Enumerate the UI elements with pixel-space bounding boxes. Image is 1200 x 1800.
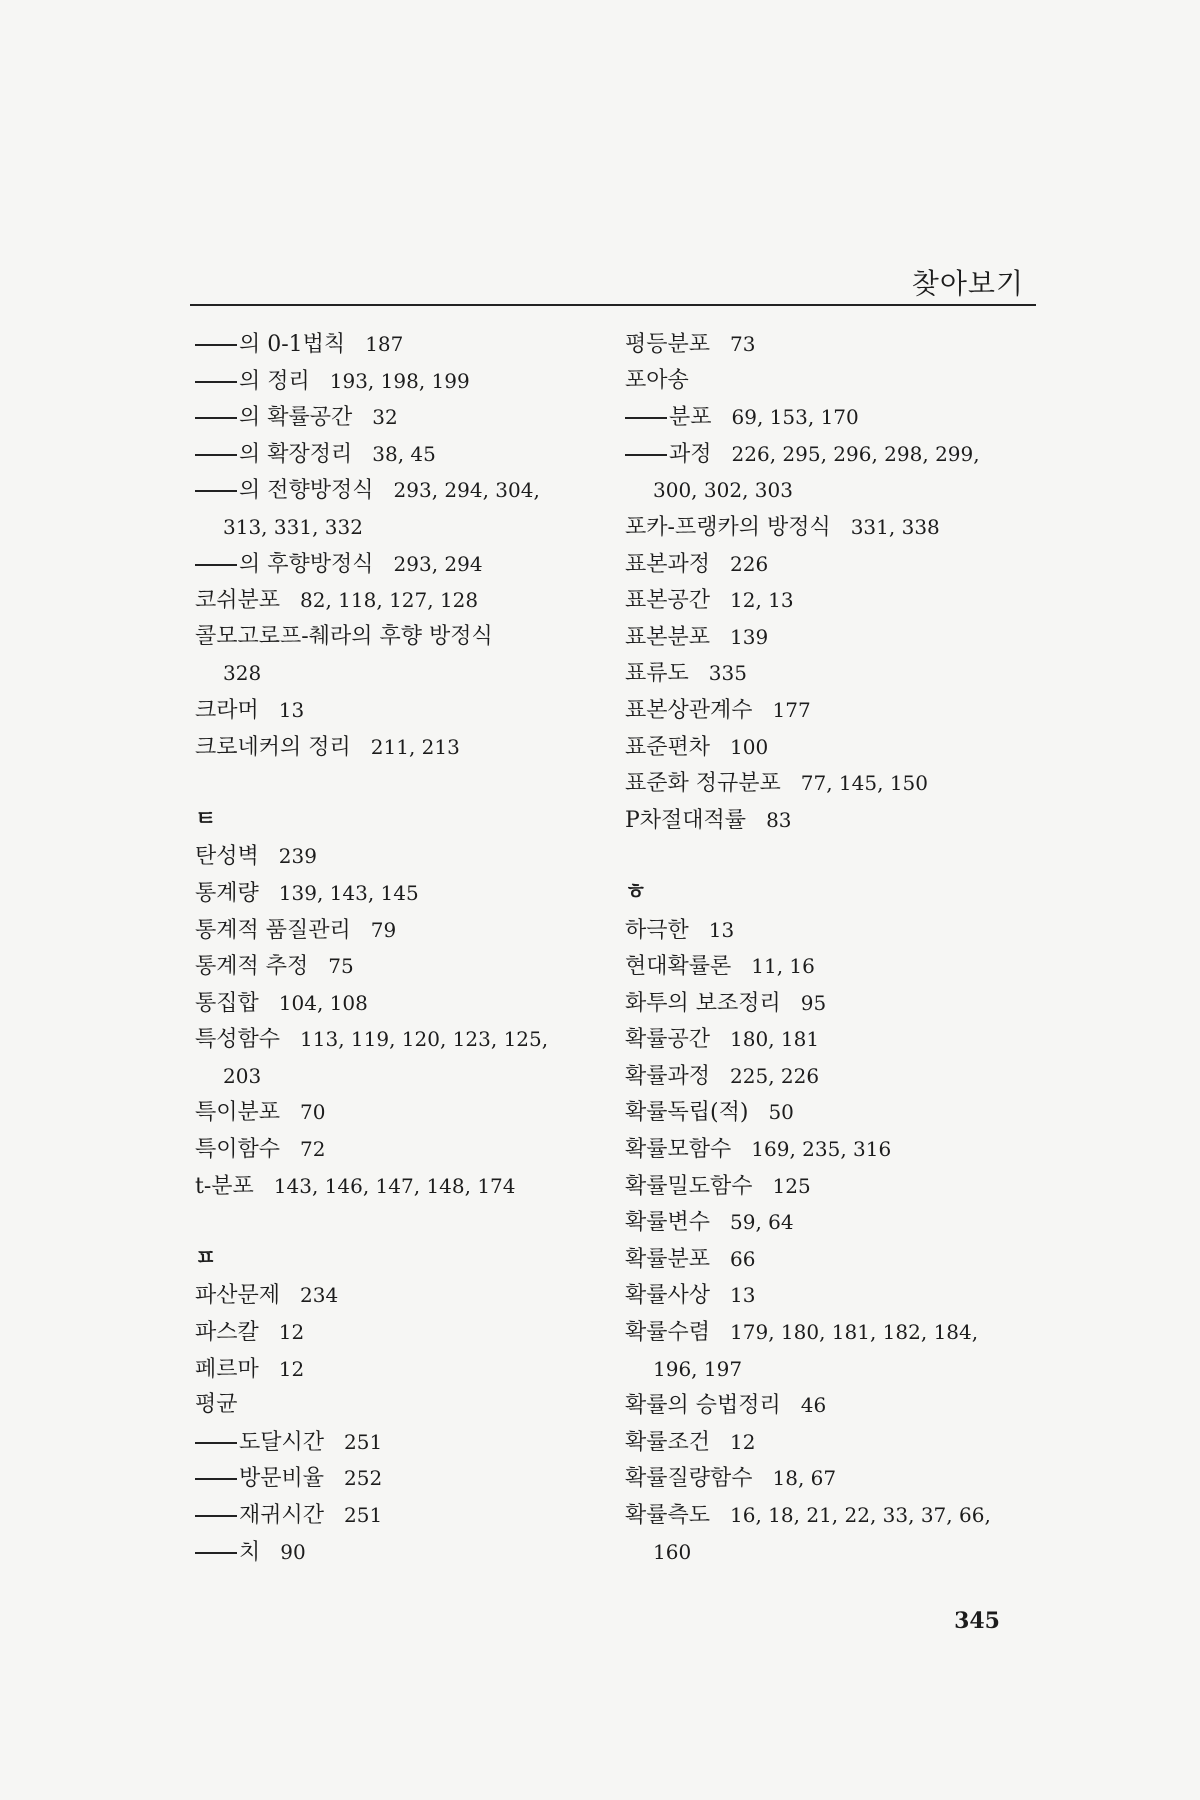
- index-term: 통계량: [195, 880, 259, 906]
- index-term: 의 확장정리: [239, 441, 353, 467]
- index-entry: [625, 399, 1035, 436]
- index-entry: [625, 1094, 1035, 1131]
- index-term: 코쉬분포: [195, 588, 281, 614]
- index-page-refs: 75: [328, 954, 354, 979]
- index-entry: [625, 1021, 1035, 1058]
- index-entry: [625, 765, 1035, 802]
- ditto-dash: [625, 454, 667, 456]
- ditto-dash: [195, 1515, 237, 1517]
- index-page-refs: 38, 45: [372, 441, 436, 466]
- index-page-refs: 335: [708, 661, 747, 686]
- index-page-refs: 179, 180, 181, 182, 184,: [730, 1320, 979, 1345]
- index-page-refs: 73: [730, 332, 756, 356]
- index-page-refs: 113, 119, 120, 123, 125,: [300, 1027, 549, 1052]
- index-term: 파스칼: [195, 1320, 259, 1346]
- index-page-refs: 251: [344, 1503, 383, 1527]
- index-entry-continuation: [625, 472, 1035, 509]
- index-term: 콜모고로프-췌라의 후향 방정식: [195, 623, 493, 649]
- index-page-refs: 139: [730, 624, 769, 649]
- index-term: 포아송: [625, 367, 689, 393]
- index-page-refs: 13: [730, 1283, 756, 1308]
- index-entry: [625, 802, 1035, 839]
- index-page-refs: 70: [300, 1100, 326, 1125]
- index-entry: [625, 1387, 1035, 1424]
- index-entry: [195, 1497, 605, 1534]
- index-entry: [625, 912, 1035, 949]
- index-page-refs: 234: [300, 1283, 339, 1308]
- index-page-refs: 104, 108: [278, 990, 368, 1015]
- index-entry: [625, 363, 1035, 400]
- index-term: 표본상관계수: [625, 697, 753, 723]
- index-entry: [195, 436, 605, 473]
- index-page-refs: 139, 143, 145: [278, 880, 419, 905]
- index-term: 탄성벽: [195, 844, 259, 870]
- index-term: 확률모함수: [625, 1137, 732, 1163]
- index-term: 방문비율: [239, 1466, 325, 1492]
- index-spacer: [625, 838, 1035, 875]
- index-entry: [625, 1460, 1035, 1497]
- index-entry-continuation: [195, 1058, 605, 1095]
- index-entry: [625, 692, 1035, 729]
- index-section-heading: ㅌ: [195, 806, 217, 832]
- index-entry-continuation: [195, 655, 605, 692]
- index-term: 표본공간: [625, 588, 711, 614]
- ditto-dash: [195, 344, 237, 346]
- index-page-refs: 143, 146, 147, 148, 174: [273, 1173, 516, 1198]
- index-term: 크라머: [195, 697, 259, 723]
- index-page-refs: 180, 181: [730, 1027, 820, 1052]
- header-rule: [190, 304, 1036, 306]
- index-entry: [625, 582, 1035, 619]
- index-term: 확률밀도함수: [625, 1173, 753, 1199]
- index-term: 확률공간: [625, 1027, 711, 1053]
- index-page-refs: 177: [772, 697, 811, 722]
- index-term: 확률과정: [625, 1063, 711, 1089]
- index-term: 특성함수: [195, 1027, 281, 1053]
- index-page-refs: 95: [800, 990, 827, 1015]
- index-entry: [195, 1387, 605, 1424]
- index-page-refs: 203: [223, 1063, 262, 1088]
- index-term: 치: [239, 1539, 261, 1565]
- index-page-refs: 18, 67: [772, 1466, 837, 1491]
- index-term: 통계적 품질관리: [195, 917, 351, 943]
- index-term: 의 후향방정식: [239, 551, 374, 577]
- index-entry: [625, 655, 1035, 692]
- index-entry: [625, 1168, 1035, 1205]
- ditto-dash: [195, 381, 237, 383]
- index-page-refs: 50: [768, 1100, 794, 1125]
- index-entry: [195, 399, 605, 436]
- index-entry-continuation: [625, 1351, 1035, 1388]
- index-term: 포카-프랭카의 방정식: [625, 514, 831, 540]
- index-page-refs: 69, 153, 170: [731, 405, 859, 430]
- index-term: 의 전향방정식: [239, 478, 374, 504]
- index-page-refs: 90: [280, 1539, 306, 1564]
- index-entry: [195, 1168, 605, 1205]
- index-spacer: [195, 765, 605, 802]
- index-entry: [625, 1277, 1035, 1314]
- index-entry: [195, 582, 605, 619]
- index-entry-continuation: [625, 1534, 1035, 1571]
- index-entry: [195, 1021, 605, 1058]
- index-term: 확률질량함수: [625, 1466, 753, 1492]
- index-entry: [195, 692, 605, 729]
- index-term: 특이함수: [195, 1137, 281, 1163]
- index-entry: [625, 1204, 1035, 1241]
- index-entry: [625, 1314, 1035, 1351]
- index-page-refs: 226: [730, 551, 769, 576]
- index-term: 확률변수: [625, 1210, 711, 1236]
- index-page-refs: 193, 198, 199: [329, 368, 470, 393]
- index-term: 평균: [195, 1392, 238, 1418]
- index-entry: [625, 985, 1035, 1022]
- index-entry-continuation: [195, 509, 605, 546]
- index-entry: [625, 546, 1035, 583]
- index-entry: [625, 1131, 1035, 1168]
- index-entry: [625, 1241, 1035, 1278]
- index-page-refs: 79: [370, 917, 397, 942]
- index-term: 의 0-1법칙: [239, 332, 346, 357]
- index-entry: [195, 948, 605, 985]
- index-page-refs: 211, 213: [370, 734, 460, 759]
- index-page-refs: 328: [223, 661, 262, 686]
- index-page-refs: 331, 338: [850, 514, 940, 539]
- index-term: 통집합: [195, 990, 259, 1016]
- running-header: 찾아보기: [911, 267, 1024, 300]
- ditto-dash: [195, 1552, 237, 1554]
- ditto-dash: [625, 417, 667, 419]
- index-page-refs: 100: [730, 734, 769, 759]
- index-page-refs: 239: [278, 844, 317, 869]
- index-entry: [195, 838, 605, 875]
- index-page-refs: 160: [653, 1539, 692, 1564]
- index-page-refs: 251: [344, 1429, 383, 1454]
- index-page-refs: 83: [766, 807, 792, 832]
- index-page-refs: 32: [372, 405, 398, 430]
- index-page-refs: 66: [730, 1246, 756, 1271]
- index-page-refs: 12: [278, 1356, 305, 1381]
- index-page-refs: 226, 295, 296, 298, 299,: [731, 441, 980, 466]
- index-page-refs: 11, 16: [751, 954, 815, 979]
- index-term: 확률수렴: [625, 1320, 711, 1346]
- index-column-right: [625, 326, 1035, 1570]
- index-page-refs: 169, 235, 316: [751, 1137, 892, 1162]
- index-term: 확률측도: [625, 1503, 711, 1528]
- index-entry: [195, 1131, 605, 1168]
- index-term: 의 확률공간: [239, 405, 353, 431]
- index-term: 확률독립(적): [625, 1100, 749, 1126]
- index-entry: [195, 1314, 605, 1351]
- index-page-refs: 225, 226: [730, 1063, 820, 1088]
- index-entry: [625, 436, 1035, 473]
- index-entry: [195, 546, 605, 583]
- index-term: 파산문제: [195, 1283, 281, 1309]
- index-entry: [195, 1424, 605, 1461]
- ditto-dash: [195, 1478, 237, 1480]
- index-entry: [625, 1497, 1035, 1534]
- index-entry: [195, 729, 605, 766]
- index-column-left: [195, 326, 605, 1570]
- index-page-refs: 72: [300, 1137, 326, 1162]
- index-term: 화투의 보조정리: [625, 990, 781, 1016]
- index-term: P차절대적률: [625, 807, 747, 833]
- index-term: 크로네커의 정리: [195, 734, 351, 760]
- index-term: 의 정리: [239, 368, 310, 394]
- index-entry: [195, 875, 605, 912]
- index-page-refs: 125: [772, 1173, 811, 1198]
- index-term: 표준화 정규분포: [625, 771, 781, 797]
- index-entry: [195, 472, 605, 509]
- index-page-refs: 82, 118, 127, 128: [300, 588, 479, 613]
- ditto-dash: [195, 1442, 237, 1444]
- index-term: 도달시간: [239, 1429, 325, 1455]
- ditto-dash: [195, 454, 237, 456]
- index-page-refs: 293, 294, 304,: [393, 478, 540, 503]
- index-term: 확률분포: [625, 1246, 711, 1272]
- index-entry: [195, 1094, 605, 1131]
- index-term: 확률사상: [625, 1283, 711, 1309]
- index-term: t-분포: [195, 1173, 254, 1199]
- index-entry: [625, 948, 1035, 985]
- index-page-refs: 187: [365, 332, 404, 356]
- index-section-heading: ㅍ: [195, 1245, 217, 1271]
- index-entry: [195, 619, 605, 656]
- index-entry: [625, 619, 1035, 656]
- index-term: 표본분포: [625, 624, 711, 650]
- index-term: 표준편차: [625, 734, 711, 760]
- index-page-refs: 313, 331, 332: [223, 514, 363, 539]
- index-page-refs: 77, 145, 150: [800, 771, 928, 796]
- index-term: 확률의 승법정리: [625, 1393, 781, 1419]
- index-term: 표본과정: [625, 551, 711, 577]
- index-term: 페르마: [195, 1356, 259, 1382]
- index-entry: [195, 912, 605, 949]
- index-term: 현대확률론: [625, 954, 732, 980]
- index-term: 하극한: [625, 917, 689, 943]
- index-entry: [625, 1424, 1035, 1461]
- index-term: 과정: [669, 441, 712, 467]
- page-number: 345: [954, 1608, 1000, 1634]
- index-term: 재귀시간: [239, 1503, 325, 1528]
- index-page-refs: 196, 197: [653, 1356, 743, 1381]
- index-spacer: [195, 1204, 605, 1241]
- index-page-refs: 16, 18, 21, 22, 33, 37, 66,: [730, 1503, 991, 1527]
- index-term: 분포: [669, 405, 712, 431]
- ditto-dash: [195, 564, 237, 566]
- index-term: 확률조건: [625, 1429, 711, 1455]
- index-entry: [625, 326, 1035, 363]
- ditto-dash: [195, 417, 237, 419]
- index-entry: [195, 1460, 605, 1497]
- index-entry: [195, 1277, 605, 1314]
- index-page-refs: 293, 294: [393, 551, 483, 576]
- ditto-dash: [195, 490, 237, 492]
- index-entry: [195, 1534, 605, 1571]
- index-term: 표류도: [625, 661, 689, 687]
- index-section-heading: ㅎ: [625, 879, 647, 905]
- index-term: 특이분포: [195, 1100, 281, 1126]
- index-page-refs: 12: [278, 1320, 305, 1345]
- index-page-refs: 46: [800, 1393, 827, 1418]
- index-page-refs: 300, 302, 303: [653, 478, 793, 503]
- index-term: 평등분포: [625, 332, 711, 357]
- index-page-refs: 13: [708, 917, 735, 942]
- index-entry: [625, 509, 1035, 546]
- index-page-refs: 252: [344, 1466, 383, 1491]
- index-entry: [195, 326, 605, 363]
- index-page-refs: 12, 13: [730, 588, 794, 613]
- index-term: 통계적 추정: [195, 954, 309, 980]
- index-page-refs: 12: [730, 1429, 756, 1454]
- index-entry: [625, 1058, 1035, 1095]
- index-page-refs: 13: [278, 697, 305, 722]
- index-entry: [195, 363, 605, 400]
- index-entry: [195, 1351, 605, 1388]
- index-entry: [195, 985, 605, 1022]
- index-page-refs: 59, 64: [730, 1210, 794, 1235]
- index-entry: [625, 729, 1035, 766]
